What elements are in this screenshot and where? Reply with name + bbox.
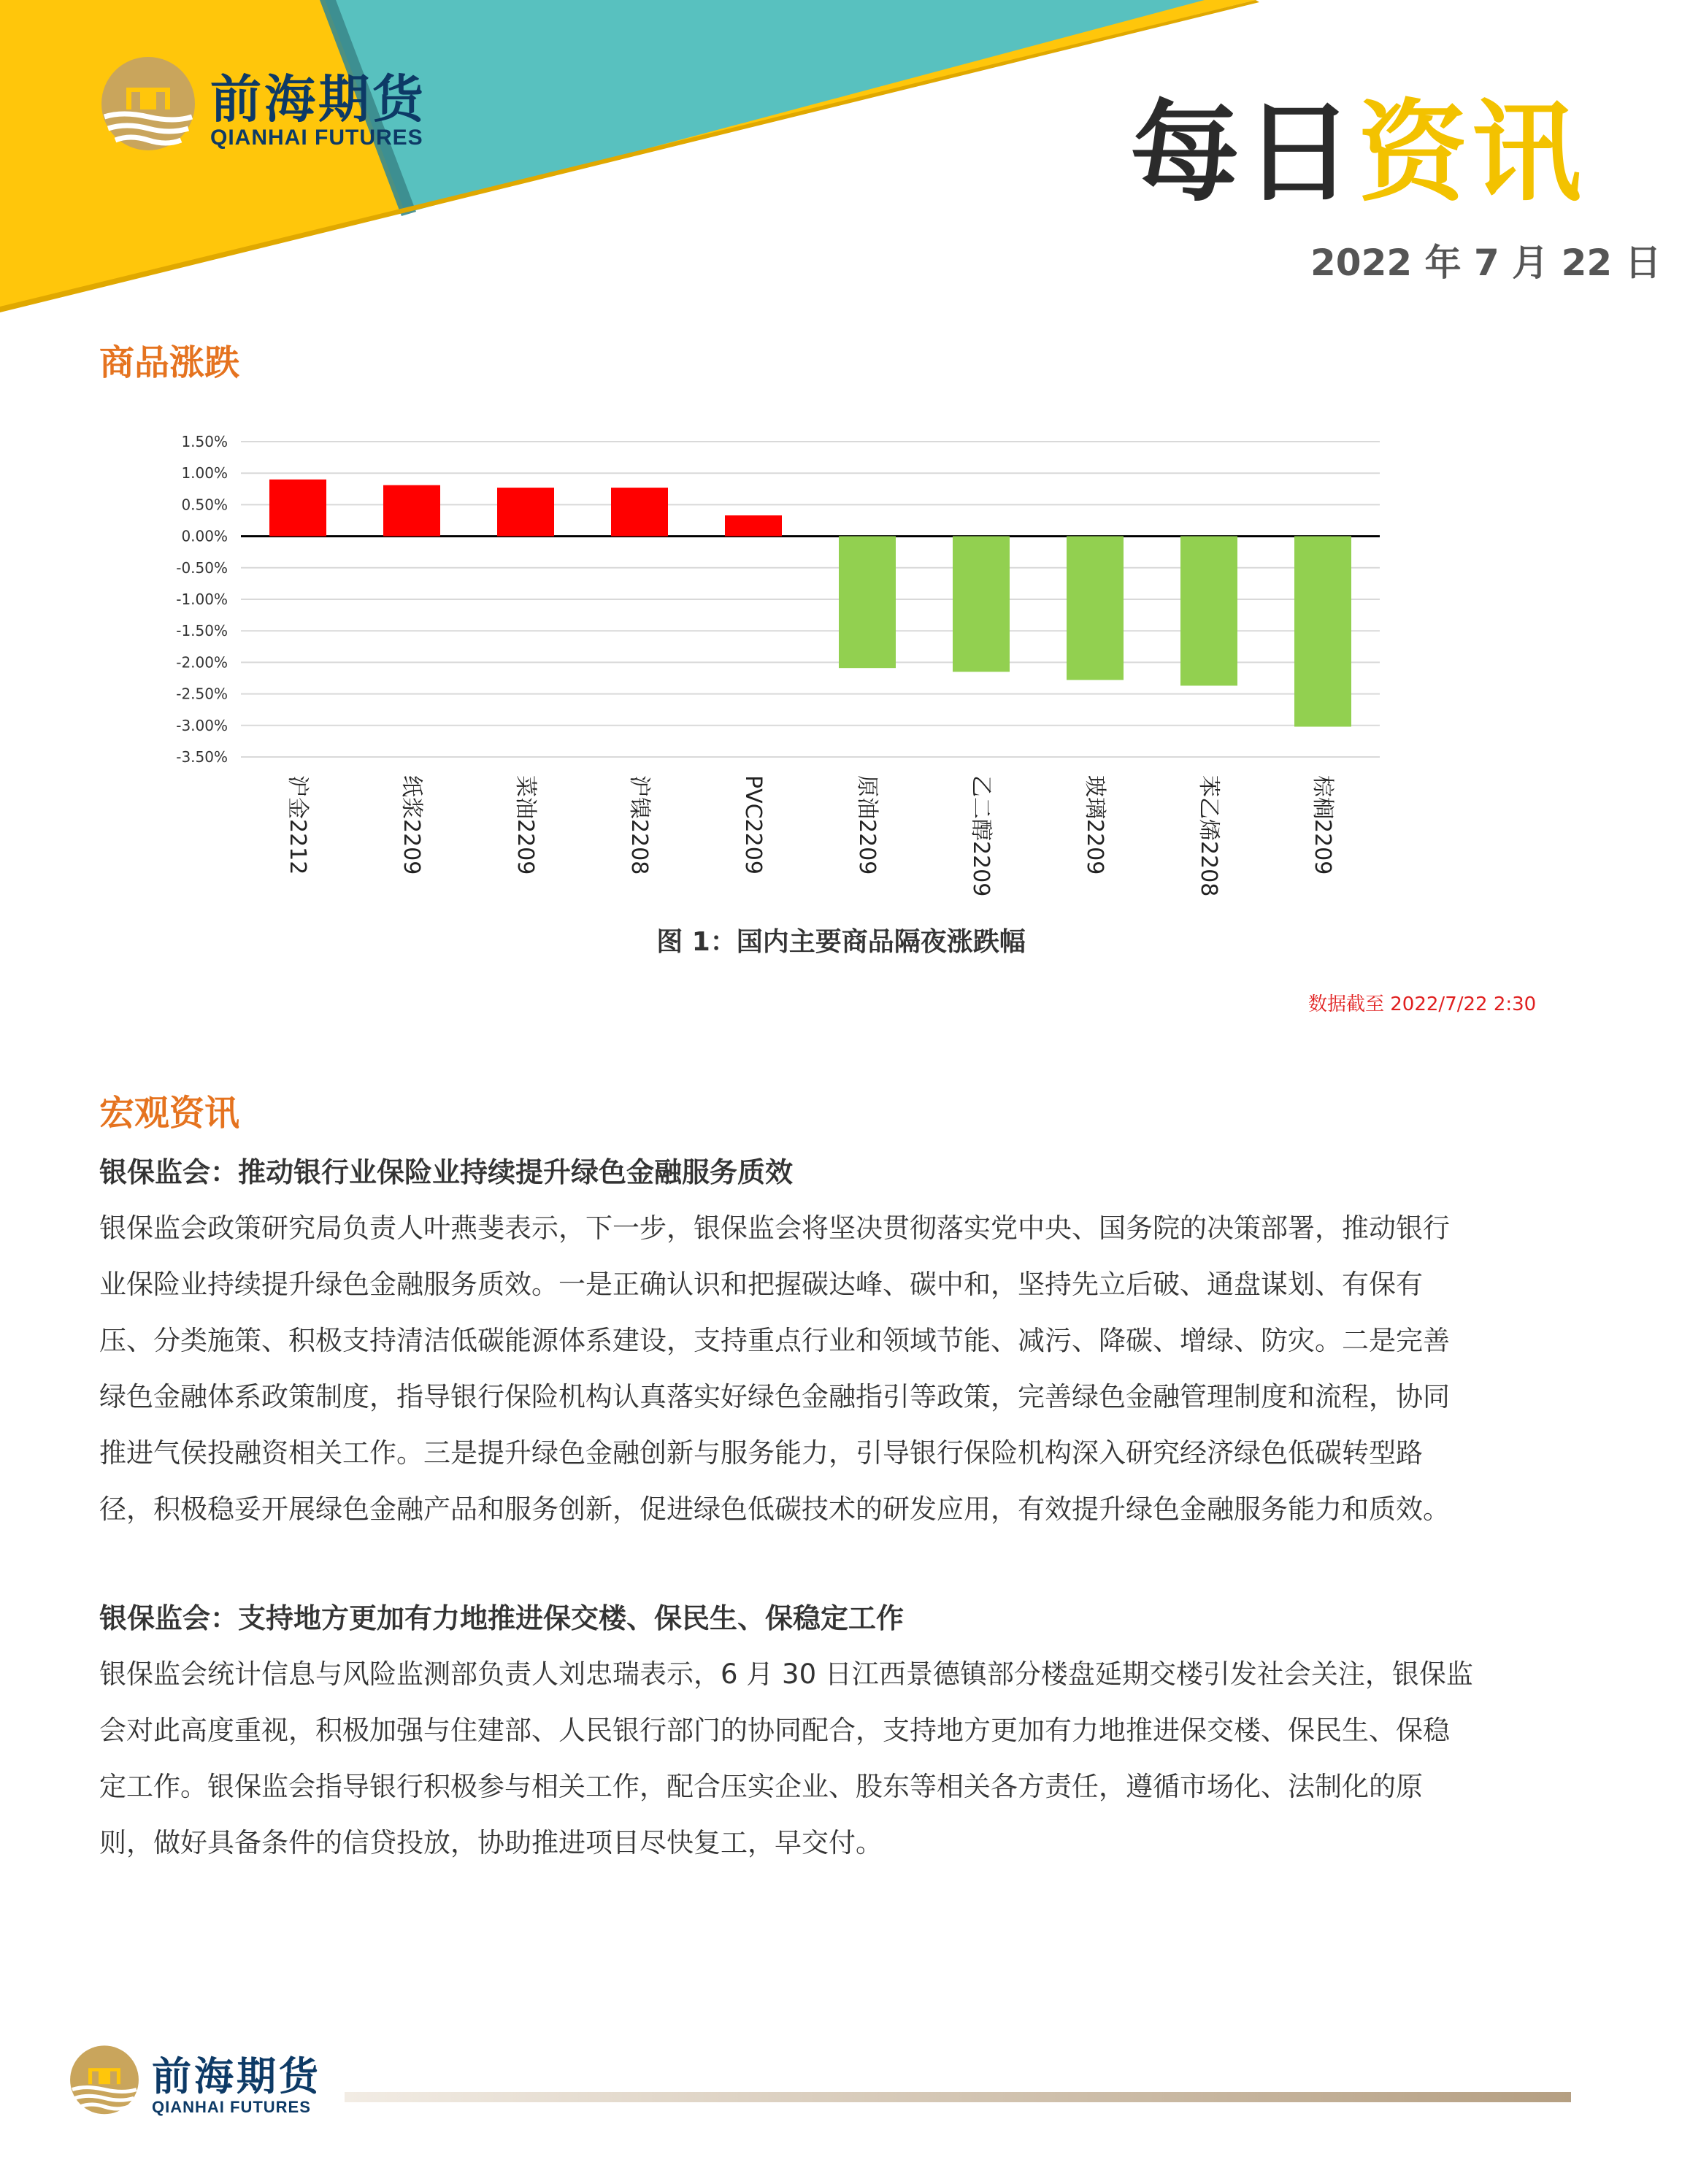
report-date: 2022 年 7 月 22 日 xyxy=(1310,242,1662,284)
x-category-label: 菜油2209 xyxy=(512,775,538,875)
header-logo xyxy=(93,53,473,162)
news-line: 会对此高度重视，积极加强与住建部、人民银行部门的协同配合，支持地方更加有力地推进保交楼、保民生、保稳 xyxy=(99,1715,1450,1746)
x-category-label: 沪金2212 xyxy=(285,775,310,875)
chart-bar xyxy=(1294,537,1351,727)
y-tick-label: -1.50% xyxy=(176,622,228,640)
footer-logo-text-cn: 前海期货 xyxy=(152,2053,321,2099)
news-headline: 银保监会：推动银行业保险业持续提升绿色金融服务质效 xyxy=(99,1156,794,1188)
y-tick-label: 0.50% xyxy=(181,496,228,514)
page-title-part1: 每日 xyxy=(1130,90,1359,217)
footer-divider xyxy=(345,2092,1571,2102)
chart-bar xyxy=(269,480,326,537)
y-tick-label: 1.50% xyxy=(181,433,228,450)
section-title-macro: 宏观资讯 xyxy=(99,1093,240,1134)
chart-bar xyxy=(383,485,440,537)
footer-logo xyxy=(64,2042,356,2130)
news-body xyxy=(99,1200,1552,1537)
news-line: 径，积极稳妥开展绿色金融产品和服务创新，促进绿色低碳技术的研发应用，有效提升绿色金融服务能力和质效。 xyxy=(99,1493,1450,1525)
news-body xyxy=(99,1646,1552,1871)
x-category-label: 苯乙烯2208 xyxy=(1196,775,1221,897)
news-line: 推进气侯投融资相关工作。三是提升绿色金融创新与服务能力，引导银行保险机构深入研究经济绿色低碳转型路 xyxy=(99,1437,1423,1469)
news-line: 定工作。银保监会指导银行积极参与相关工作，配合压实企业、股东等相关各方责任，遵循市场化、法制化的原 xyxy=(99,1771,1423,1802)
chart-bar xyxy=(725,515,782,537)
x-category-label: 乙二醇2209 xyxy=(968,775,994,897)
chart-bar xyxy=(611,488,668,537)
header-logo-text-en: QIANHAI FUTURES xyxy=(210,126,423,150)
news-line: 压、分类施策、积极支持清洁低碳能源体系建设，支持重点行业和领域节能、减污、降碳、增绿、防灾。二是完善 xyxy=(99,1325,1450,1356)
news-line: 则，做好具备条件的信贷投放，协助推进项目尽快复工，早交付。 xyxy=(99,1827,883,1858)
footer-logo-emblem-icon xyxy=(64,2042,145,2123)
news-line: 业保险业持续提升绿色金融服务质效。一是正确认识和把握碳达峰、碳中和，坚持先立后破、通盘谋划、有保有 xyxy=(99,1269,1423,1300)
x-category-label: 纸浆2209 xyxy=(399,775,424,875)
footer-logo-text-en: QIANHAI FUTURES xyxy=(152,2098,311,2116)
news-line: 银保监会政策研究局负责人叶燕斐表示，下一步，银保监会将坚决贯彻落实党中央、国务院的决策部署，推动银行 xyxy=(99,1212,1450,1244)
x-category-label: 棕榈2209 xyxy=(1310,775,1335,875)
header-logo-text-cn: 前海期货 xyxy=(210,69,426,129)
y-tick-label: -3.00% xyxy=(176,716,228,734)
y-tick-label: 0.00% xyxy=(181,527,228,545)
news-item-2 xyxy=(99,1596,1552,1871)
y-tick-label: -0.50% xyxy=(176,558,228,577)
y-tick-label: 1.00% xyxy=(181,464,228,482)
x-category-label: PVC2209 xyxy=(740,775,766,874)
news-line: 银保监会统计信息与风险监测部负责人刘忠瑞表示，6 月 30 日江西景德镇部分楼盘延期交楼引发社会关注，银保监 xyxy=(99,1658,1473,1690)
y-tick-label: -3.50% xyxy=(176,748,228,766)
x-category-label: 沪镍2208 xyxy=(626,775,652,875)
y-tick-label: -2.00% xyxy=(176,653,228,672)
news-item-1 xyxy=(99,1150,1552,1537)
chart-bar xyxy=(497,488,554,537)
chart-bar xyxy=(839,537,896,669)
commodity-chart xyxy=(161,420,1402,916)
page-title-part2: 资讯 xyxy=(1358,90,1586,217)
figure-caption: 图 1：国内主要商品隔夜涨跌幅 xyxy=(656,927,1026,957)
news-headline: 银保监会：支持地方更加有力地推进保交楼、保民生、保稳定工作 xyxy=(99,1602,905,1634)
x-category-label: 玻璃2209 xyxy=(1082,775,1107,875)
section-title-commodities: 商品涨跌 xyxy=(99,342,240,383)
x-category-label: 原油2209 xyxy=(854,775,880,875)
page-title xyxy=(1130,90,1586,217)
news-line: 绿色金融体系政策制度，指导银行保险机构认真落实好绿色金融指引等政策，完善绿色金融管理制度和流程，协同 xyxy=(99,1381,1450,1412)
y-tick-label: -2.50% xyxy=(176,685,228,703)
chart-bar xyxy=(1180,537,1237,686)
chart-bar xyxy=(1067,537,1124,680)
chart-bar xyxy=(953,537,1010,672)
y-tick-label: -1.00% xyxy=(176,591,228,608)
logo-emblem-icon xyxy=(93,53,203,162)
data-note: 数据截至 2022/7/22 2:30 xyxy=(1308,993,1537,1015)
